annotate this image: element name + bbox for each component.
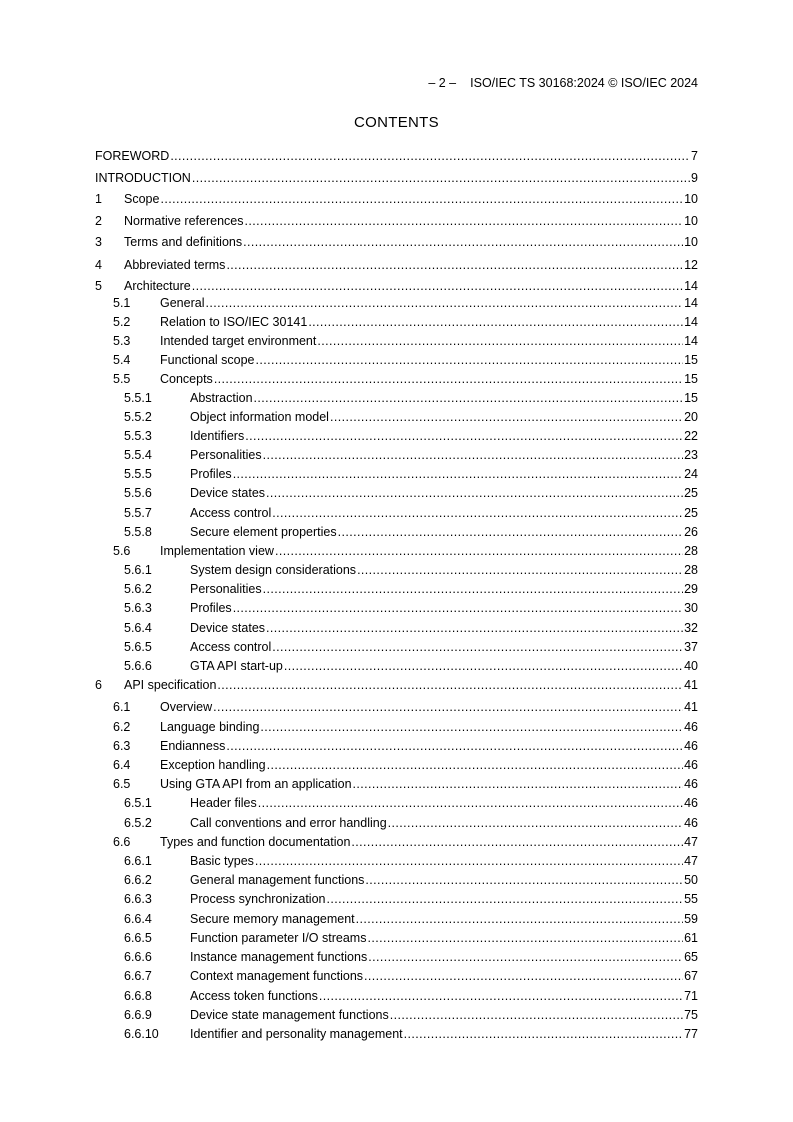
- toc-entry[interactable]: [95, 831, 698, 849]
- toc-entry-page: 25: [684, 506, 698, 520]
- toc-entry-page: 41: [684, 678, 698, 692]
- toc-entry-label: Exception handling: [160, 758, 266, 772]
- toc-dot-leader: [213, 700, 683, 714]
- toc-entry-number: 5.5.6: [124, 486, 152, 500]
- toc-entry[interactable]: [95, 188, 698, 206]
- toc-entry[interactable]: [95, 773, 698, 791]
- toc-entry-page: 77: [684, 1027, 698, 1041]
- toc-entry[interactable]: [95, 985, 698, 1003]
- toc-entry[interactable]: [95, 908, 698, 926]
- toc-entry[interactable]: [95, 368, 698, 386]
- toc-entry-label: Header files: [190, 796, 257, 810]
- toc-entry-page: 40: [684, 659, 698, 673]
- toc-entry-page: 9: [691, 171, 698, 185]
- toc-entry-number: 6.6.4: [124, 912, 152, 926]
- toc-dot-leader: [254, 391, 684, 405]
- toc-entry-label: API specification: [124, 678, 217, 692]
- toc-entry-label: Concepts: [160, 372, 213, 386]
- toc-entry-page: 47: [684, 835, 698, 849]
- toc-entry-label: Personalities: [190, 448, 262, 462]
- toc-dot-leader: [160, 192, 683, 206]
- toc-entry-page: 24: [684, 467, 698, 481]
- toc-entry-number: 5.6.2: [124, 582, 152, 596]
- toc-entry-number: 6.6.10: [124, 1027, 159, 1041]
- toc-entry[interactable]: [95, 927, 698, 945]
- toc-dot-leader: [266, 486, 683, 500]
- toc-entry-page: 46: [684, 816, 698, 830]
- toc-entry-label: Instance management functions: [190, 950, 368, 964]
- toc-entry-page: 25: [684, 486, 698, 500]
- toc-dot-leader: [233, 601, 683, 615]
- toc-entry[interactable]: [95, 735, 698, 753]
- toc-dot-leader: [364, 969, 683, 983]
- toc-dot-leader: [357, 563, 683, 577]
- toc-entry-label: Abstraction: [190, 391, 253, 405]
- toc-entry-number: 6.6.9: [124, 1008, 152, 1022]
- toc-entry-number: 5: [95, 279, 102, 293]
- toc-dot-leader: [245, 214, 684, 228]
- toc-entry-number: 6.5.1: [124, 796, 152, 810]
- toc-entry-label: Device states: [190, 621, 266, 635]
- toc-entry-page: 26: [684, 525, 698, 539]
- toc-dot-leader: [356, 912, 683, 926]
- toc-entry-label: Function parameter I/O streams: [190, 931, 367, 945]
- toc-entry-number: 6.6.6: [124, 950, 152, 964]
- toc-entry-page: 14: [684, 296, 698, 310]
- toc-entry-number: 6.6.8: [124, 989, 152, 1003]
- toc-entry-label: Identifiers: [190, 429, 245, 443]
- toc-dot-leader: [263, 448, 684, 462]
- toc-dot-leader: [319, 989, 683, 1003]
- toc-entry[interactable]: [95, 559, 698, 577]
- toc-entry-number: 5.5.1: [124, 391, 152, 405]
- toc-entry-label: Normative references: [124, 214, 244, 228]
- toc-dot-leader: [233, 467, 683, 481]
- toc-entry[interactable]: [95, 754, 698, 772]
- toc-entry-label: Profiles: [190, 601, 232, 615]
- toc-entry-number: 1: [95, 192, 102, 206]
- toc-entry-label: Secure memory management: [190, 912, 355, 926]
- toc-entry[interactable]: [95, 254, 698, 272]
- toc-entry[interactable]: [95, 597, 698, 615]
- toc-dot-leader: [338, 525, 683, 539]
- toc-entry[interactable]: [95, 965, 698, 983]
- toc-dot-leader: [368, 950, 683, 964]
- toc-entry[interactable]: [95, 674, 698, 692]
- toc-entry-number: 6.6.5: [124, 931, 152, 945]
- toc-entry-page: 10: [684, 192, 698, 206]
- toc-dot-leader: [243, 235, 683, 249]
- toc-entry[interactable]: [95, 231, 698, 249]
- toc-entry-page: 29: [684, 582, 698, 596]
- toc-dot-leader: [390, 1008, 683, 1022]
- toc-entry-number: 6.5: [113, 777, 131, 791]
- toc-entry[interactable]: [95, 275, 698, 293]
- toc-entry[interactable]: [95, 636, 698, 654]
- toc-dot-leader: [170, 149, 690, 163]
- document-id: ISO/IEC TS 30168:2024 © ISO/IEC 2024: [470, 76, 698, 90]
- toc-entry-page: 23: [684, 448, 698, 462]
- toc-entry-number: 3: [95, 235, 102, 249]
- toc-entry-label: Implementation view: [160, 544, 274, 558]
- toc-entry-number: 5.6.6: [124, 659, 152, 673]
- toc-entry-page: 14: [684, 279, 698, 293]
- toc-dot-leader: [256, 353, 684, 367]
- toc-entry-label: Context management functions: [190, 969, 364, 983]
- toc-entry-number: 6: [95, 678, 102, 692]
- toc-entry-label: General: [160, 296, 205, 310]
- toc-entry[interactable]: [95, 540, 698, 558]
- toc-entry-label: Abbreviated terms: [124, 258, 226, 272]
- toc-entry-page: 46: [684, 739, 698, 753]
- toc-entry-number: 6.4: [113, 758, 131, 772]
- toc-dot-leader: [260, 720, 683, 734]
- toc-entry-label: Access control: [190, 640, 272, 654]
- toc-entry-page: 50: [684, 873, 698, 887]
- toc-dot-leader: [330, 410, 683, 424]
- toc-entry[interactable]: [95, 330, 698, 348]
- toc-entry-label: Access token functions: [190, 989, 318, 1003]
- toc-entry-number: 5.5: [113, 372, 131, 386]
- toc-entry[interactable]: [95, 888, 698, 906]
- toc-entry-page: 47: [684, 854, 698, 868]
- toc-entry-page: 32: [684, 621, 698, 635]
- toc-entry[interactable]: [95, 655, 698, 673]
- toc-entry-number: 5.5.5: [124, 467, 152, 481]
- toc-dot-leader: [267, 758, 683, 772]
- page-number: – 2 –: [428, 76, 457, 90]
- toc-entry-label: Relation to ISO/IEC 30141: [160, 315, 308, 329]
- toc-entry[interactable]: [95, 387, 698, 405]
- toc-entry[interactable]: [95, 1004, 698, 1022]
- toc-dot-leader: [226, 258, 683, 272]
- toc-entry[interactable]: [95, 946, 698, 964]
- toc-entry-page: 12: [684, 258, 698, 272]
- toc-entry[interactable]: [95, 869, 698, 887]
- toc-entry-number: 6.2: [113, 720, 131, 734]
- toc-entry-number: 6.6.3: [124, 892, 152, 906]
- toc-dot-leader: [308, 315, 683, 329]
- toc-entry-label: Secure element properties: [190, 525, 337, 539]
- toc-entry-number: 5.6.1: [124, 563, 152, 577]
- toc-entry[interactable]: [95, 578, 698, 596]
- toc-entry[interactable]: [95, 696, 698, 714]
- toc-entry-page: 75: [684, 1008, 698, 1022]
- toc-entry-label: Using GTA API from an application: [160, 777, 352, 791]
- toc-entry-page: 22: [684, 429, 698, 443]
- toc-dot-leader: [205, 296, 683, 310]
- toc-entry[interactable]: [95, 145, 698, 163]
- toc-dot-leader: [266, 621, 683, 635]
- toc-entry-number: 5.6: [113, 544, 131, 558]
- toc-entry[interactable]: [95, 716, 698, 734]
- toc-dot-leader: [275, 544, 683, 558]
- toc-entry-label: Object information model: [190, 410, 329, 424]
- toc-entry[interactable]: [95, 292, 698, 310]
- toc-entry-label: Endianness: [160, 739, 226, 753]
- toc-entry-label: Basic types: [190, 854, 254, 868]
- toc-entry-number: 5.1: [113, 296, 131, 310]
- toc-entry[interactable]: [95, 812, 698, 830]
- toc-entry-label: INTRODUCTION: [95, 171, 191, 185]
- toc-entry-page: 65: [684, 950, 698, 964]
- toc-entry-page: 59: [684, 912, 698, 926]
- toc-entry-number: 6.5.2: [124, 816, 152, 830]
- toc-entry[interactable]: [95, 463, 698, 481]
- toc-dot-leader: [192, 171, 690, 185]
- toc-entry-label: System design considerations: [190, 563, 357, 577]
- toc-entry[interactable]: [95, 850, 698, 868]
- toc-entry-page: 67: [684, 969, 698, 983]
- toc-dot-leader: [326, 892, 683, 906]
- toc-entry-number: 5.6.4: [124, 621, 152, 635]
- toc-entry-label: Architecture: [124, 279, 191, 293]
- toc-entry-label: Process synchronization: [190, 892, 326, 906]
- toc-entry-page: 10: [684, 214, 698, 228]
- toc-entry-label: Access control: [190, 506, 272, 520]
- toc-entry-number: 6.6: [113, 835, 131, 849]
- toc-entry-page: 55: [684, 892, 698, 906]
- toc-entry-number: 5.2: [113, 315, 131, 329]
- toc-entry-page: 28: [684, 563, 698, 577]
- toc-entry-label: Identifier and personality management: [190, 1027, 403, 1041]
- page-title: CONTENTS: [354, 114, 439, 131]
- toc-dot-leader: [404, 1027, 683, 1041]
- toc-entry[interactable]: [95, 425, 698, 443]
- toc-entry-page: 14: [684, 334, 698, 348]
- toc-dot-leader: [272, 640, 683, 654]
- toc-entry-label: Functional scope: [160, 353, 255, 367]
- toc-dot-leader: [217, 678, 683, 692]
- toc-entry-number: 6.1: [113, 700, 131, 714]
- toc-dot-leader: [255, 854, 683, 868]
- toc-entry-number: 5.5.7: [124, 506, 152, 520]
- toc-entry-label: Types and function documentation: [160, 835, 351, 849]
- toc-entry[interactable]: [95, 349, 698, 367]
- toc-entry-page: 15: [684, 353, 698, 367]
- toc-entry[interactable]: [95, 792, 698, 810]
- toc-dot-leader: [263, 582, 684, 596]
- toc-entry-page: 37: [684, 640, 698, 654]
- toc-entry-page: 28: [684, 544, 698, 558]
- toc-entry-number: 4: [95, 258, 102, 272]
- toc-entry-page: 71: [684, 989, 698, 1003]
- toc-entry-page: 46: [684, 777, 698, 791]
- toc-entry-page: 46: [684, 758, 698, 772]
- toc-entry-label: Language binding: [160, 720, 260, 734]
- toc-entry-number: 5.5.4: [124, 448, 152, 462]
- toc-dot-leader: [365, 873, 683, 887]
- toc-dot-leader: [388, 816, 683, 830]
- toc-entry-label: Personalities: [190, 582, 262, 596]
- toc-entry-number: 6.3: [113, 739, 131, 753]
- toc-entry-page: 14: [684, 315, 698, 329]
- toc-entry-page: 46: [684, 720, 698, 734]
- toc-entry[interactable]: [95, 482, 698, 500]
- toc-dot-leader: [317, 334, 683, 348]
- toc-entry-number: 6.6.2: [124, 873, 152, 887]
- toc-entry-number: 5.6.3: [124, 601, 152, 615]
- toc-entry-page: 61: [684, 931, 698, 945]
- toc-entry-page: 15: [684, 391, 698, 405]
- toc-entry-number: 6.6.7: [124, 969, 152, 983]
- toc-entry-page: 30: [684, 601, 698, 615]
- toc-entry-label: Overview: [160, 700, 213, 714]
- toc-dot-leader: [272, 506, 683, 520]
- toc-entry-label: GTA API start-up: [190, 659, 283, 673]
- toc-entry-page: 10: [684, 235, 698, 249]
- page-header: [428, 76, 698, 90]
- toc-entry[interactable]: [95, 617, 698, 635]
- toc-entry-label: Device states: [190, 486, 266, 500]
- toc-entry-label: Profiles: [190, 467, 232, 481]
- toc-entry-page: 46: [684, 796, 698, 810]
- toc-entry-page: 15: [684, 372, 698, 386]
- toc-entry-page: 20: [684, 410, 698, 424]
- toc-entry-label: FOREWORD: [95, 149, 170, 163]
- toc-dot-leader: [214, 372, 683, 386]
- toc-entry-number: 5.5.2: [124, 410, 152, 424]
- toc-entry[interactable]: [95, 1023, 698, 1041]
- toc-entry[interactable]: [95, 406, 698, 424]
- toc-dot-leader: [258, 796, 683, 810]
- toc-entry-label: Scope: [124, 192, 160, 206]
- toc-dot-leader: [192, 279, 683, 293]
- toc-entry[interactable]: [95, 444, 698, 462]
- toc-entry-page: 7: [691, 149, 698, 163]
- toc-dot-leader: [226, 739, 683, 753]
- toc-dot-leader: [351, 835, 683, 849]
- toc-entry-label: General management functions: [190, 873, 365, 887]
- toc-entry[interactable]: [95, 502, 698, 520]
- toc-entry-number: 5.6.5: [124, 640, 152, 654]
- toc-dot-leader: [284, 659, 683, 673]
- toc-entry[interactable]: [95, 311, 698, 329]
- toc-entry[interactable]: [95, 167, 698, 185]
- toc-entry-number: 2: [95, 214, 102, 228]
- toc-entry-label: Intended target environment: [160, 334, 317, 348]
- toc-entry-label: Terms and definitions: [124, 235, 243, 249]
- toc-dot-leader: [353, 777, 684, 791]
- toc-entry-label: Device state management functions: [190, 1008, 389, 1022]
- toc-entry-label: Call conventions and error handling: [190, 816, 387, 830]
- toc-entry-page: 41: [684, 700, 698, 714]
- toc-entry[interactable]: [95, 210, 698, 228]
- toc-entry-number: 5.5.3: [124, 429, 152, 443]
- toc-dot-leader: [367, 931, 683, 945]
- toc-entry-number: 5.4: [113, 353, 131, 367]
- toc-entry[interactable]: [95, 521, 698, 539]
- toc-dot-leader: [245, 429, 683, 443]
- toc-entry-number: 5.5.8: [124, 525, 152, 539]
- toc-entry-number: 5.3: [113, 334, 131, 348]
- toc-entry-number: 6.6.1: [124, 854, 152, 868]
